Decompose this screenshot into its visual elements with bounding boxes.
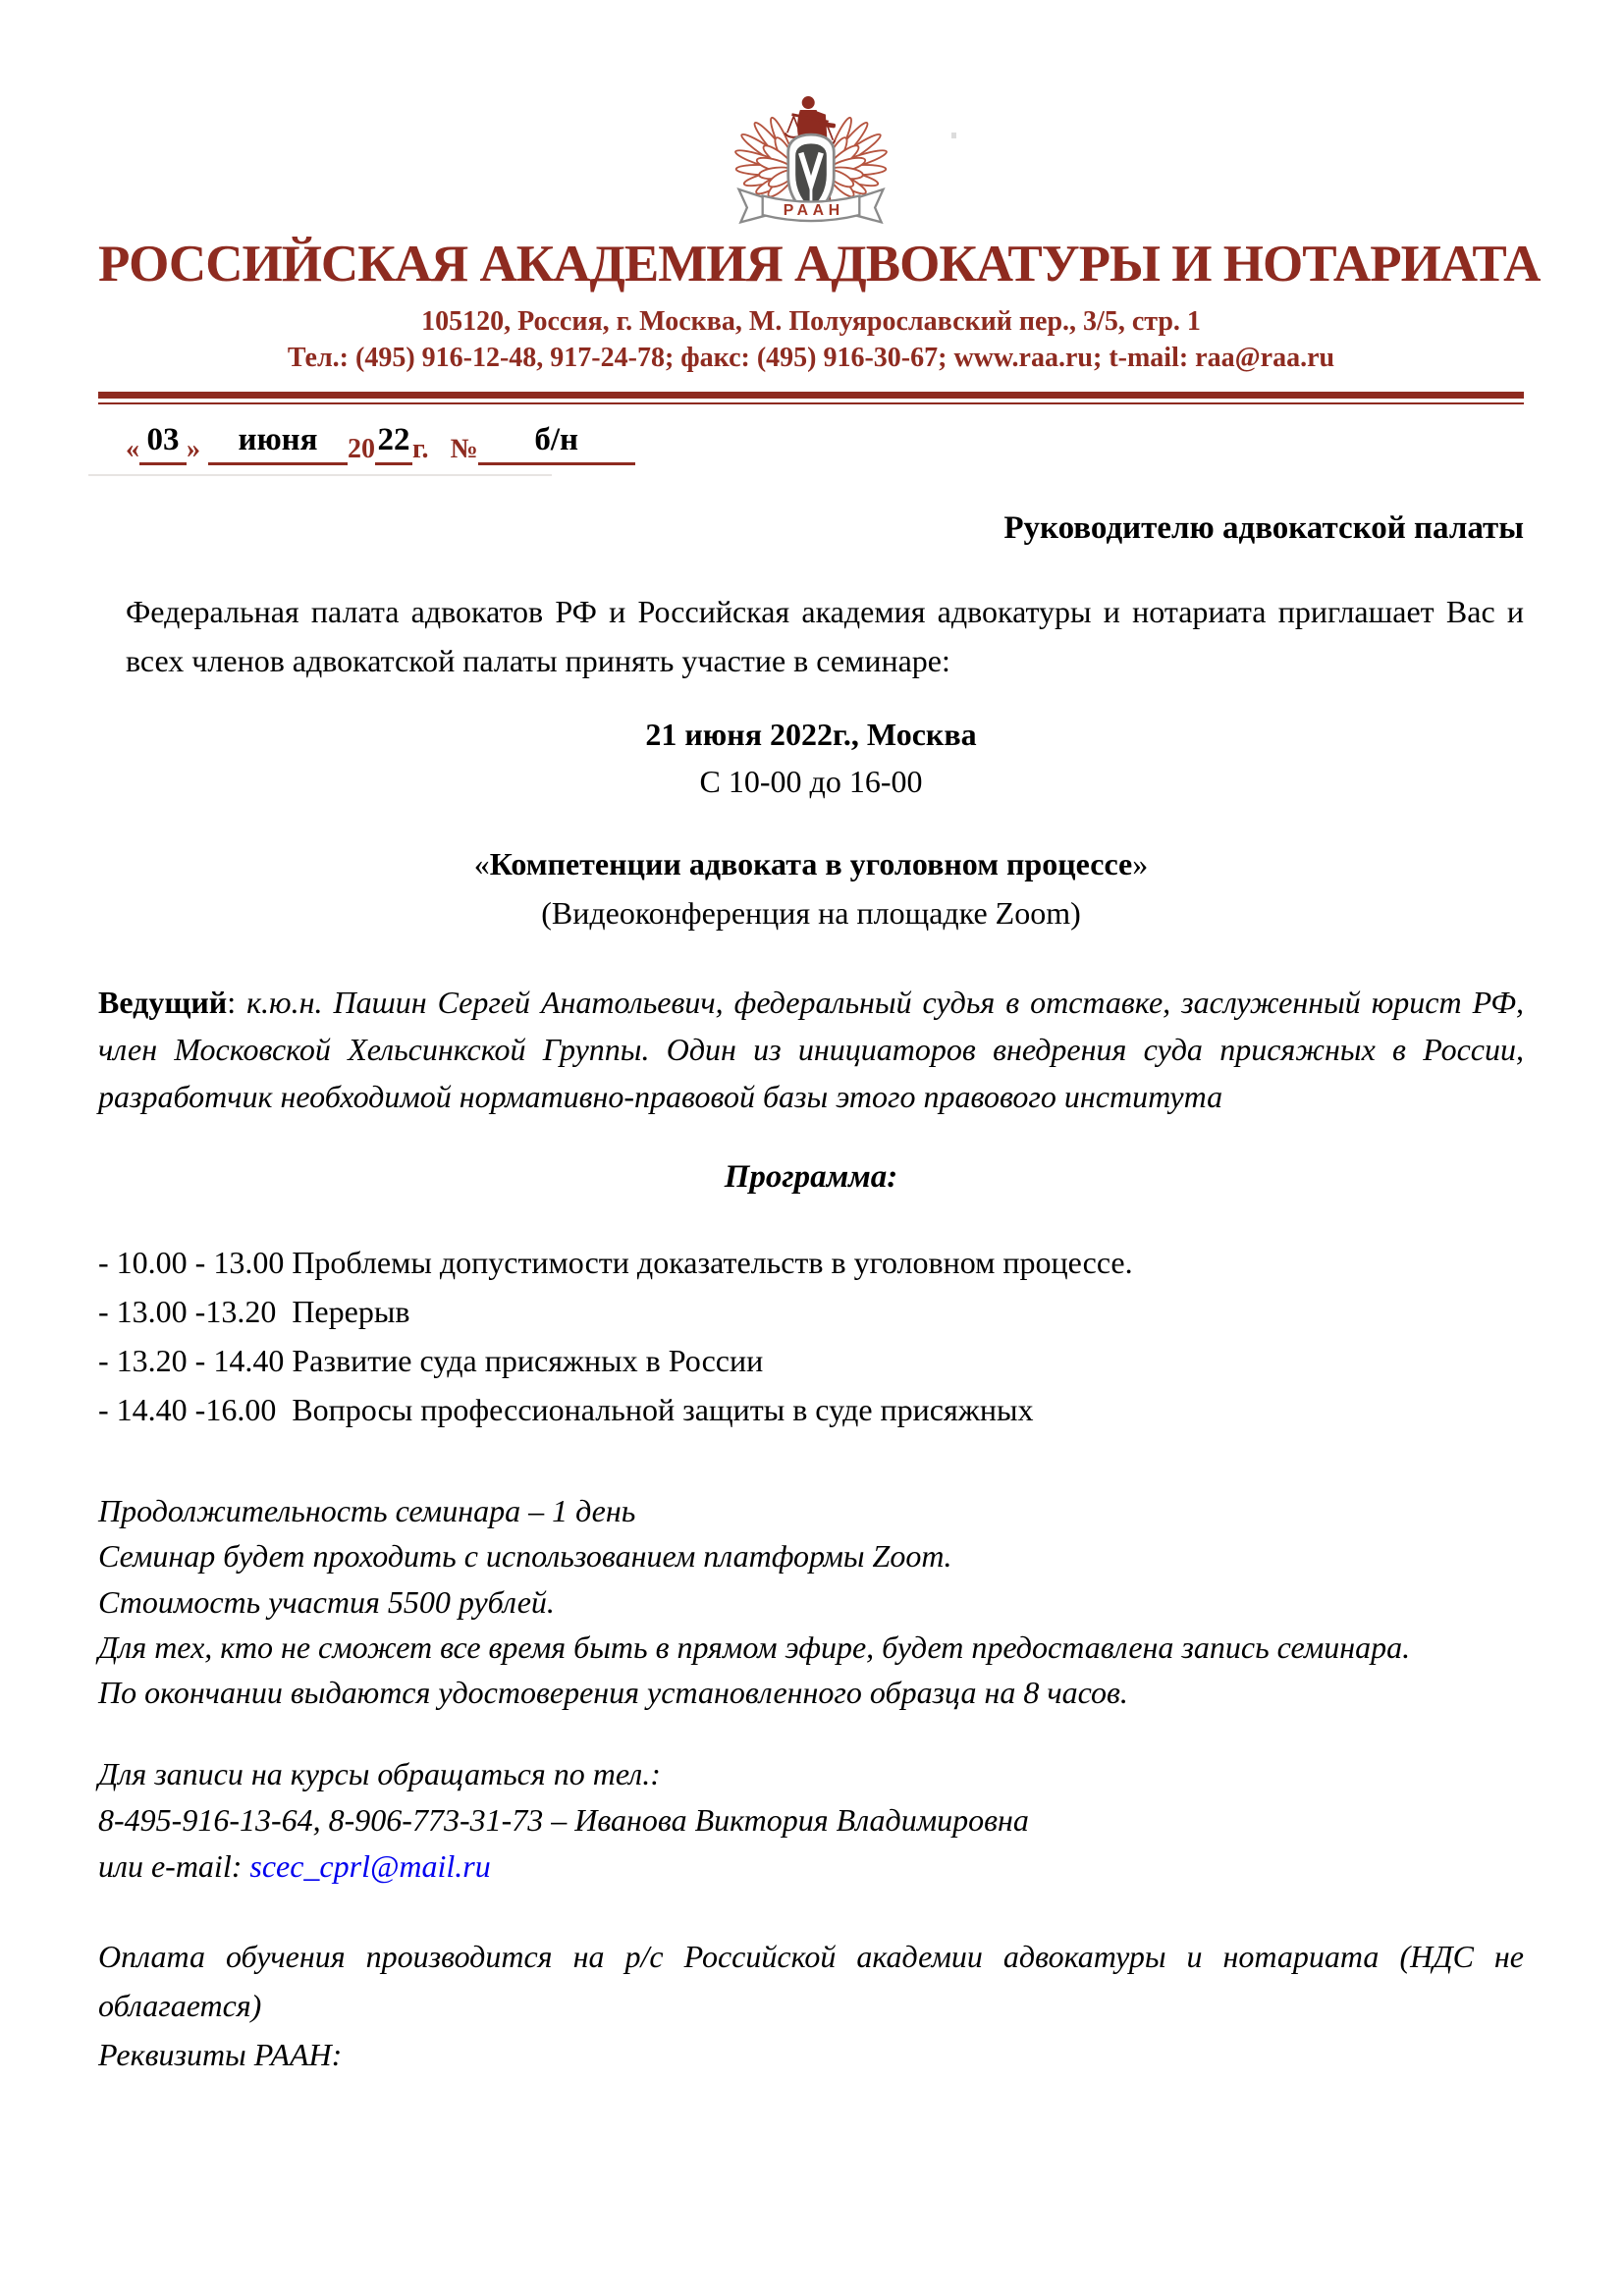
intro-paragraph: Федеральная палата адвокатов РФ и Российская академия адвокатуры и нотариата приглашает Вас и всех членов адвокатской палаты принять участие в семинаре:	[126, 593, 1524, 678]
seminar-title-line	[98, 845, 1524, 882]
contact-intro-line: Для записи на курсы обращаться по тел.:	[98, 1755, 661, 1791]
org-name: РОССИЙСКАЯ АКАДЕМИЯ АДВОКАТУРЫ И НОТАРИАТА	[98, 236, 1541, 293]
program-item: - 13.00 -13.20 Перерыв	[98, 1294, 410, 1330]
day-value: 03	[146, 422, 180, 458]
email-label: или e-mail:	[98, 1847, 250, 1884]
contact-block	[98, 1751, 1524, 1890]
number-value: б/н	[534, 422, 579, 458]
org-address: 105120, Россия, г. Москва, М. Полуярославский пер., 3/5, стр. 1	[421, 305, 1201, 337]
recipient-line: Руководителю адвокатской палаты	[1003, 510, 1524, 547]
century-label: 20	[348, 434, 375, 465]
rule-thick	[98, 392, 1524, 399]
month-value: июня	[238, 422, 318, 458]
seminar-time-line: С 10-00 до 16-00	[699, 764, 923, 800]
program-item: - 13.20 - 14.40 Развитие суда присяжных в России	[98, 1343, 764, 1379]
scan-faint-line	[88, 474, 552, 476]
seminar-date-line: 21 июня 2022г., Москва	[645, 716, 977, 752]
detail-line-duration: Продолжительность семинара – 1 день	[98, 1492, 636, 1528]
year-value: 22	[377, 422, 410, 458]
date-line	[126, 416, 1524, 465]
year-suffix: г.	[412, 434, 429, 465]
detail-line-recording: Для тех, кто не сможет все время быть в прямом эфире, будет предоставлена запись семинара.	[98, 1629, 1411, 1666]
number-blank	[478, 416, 635, 465]
month-blank	[208, 416, 348, 465]
letterhead-rule	[98, 392, 1524, 404]
detail-line-platform: Семинар будет проходить с использованием платформы Zoom.	[98, 1538, 952, 1575]
seminar-title-text: Компетенции адвоката в уголовном процессе	[489, 846, 1133, 882]
payment-block	[98, 1933, 1524, 2080]
program-item: - 14.40 -16.00 Вопросы профессиональной защиты в суде присяжных	[98, 1391, 1034, 1427]
org-contacts: Тел.: (495) 916-12-48, 917-24-78; факс: (495) 916-30-67; www.raa.ru; t-mail: raa@raa.ru	[287, 343, 1335, 374]
detail-line-certificate: По окончании выдаются удостоверения установленного образца на 8 часов.	[98, 1675, 1128, 1711]
number-sign: №	[450, 434, 478, 465]
open-quote: «	[126, 434, 139, 465]
details-block	[98, 1488, 1524, 1716]
lecturer-text: к.ю.н. Пашин Сергей Анатольевич, федеральный судья в отставке, заслуженный юрист РФ, член Московской Хельсинкской Группы. Один из инициаторов внедрения суда присяжных в России, разработчик необходимой нормативно-правовой базы этого правового института	[98, 985, 1525, 1115]
program-heading: Программа:	[724, 1159, 898, 1196]
contact-email-line	[98, 1843, 1524, 1890]
lecturer-paragraph	[98, 979, 1524, 1120]
seminar-format-line: (Видеоконференция на площадке Zoom)	[541, 894, 1081, 931]
raan-emblem-icon	[706, 69, 916, 230]
day-blank	[139, 416, 187, 465]
title-open-quote: «	[473, 846, 490, 882]
lecturer-colon: :	[227, 985, 247, 1021]
program-list	[98, 1239, 1524, 1435]
email-link[interactable]: scec_cprl@mail.ru	[249, 1847, 491, 1884]
close-quote: »	[187, 434, 200, 465]
ribbon-text: РААН	[783, 201, 844, 219]
requisites-line: Реквизиты РААН:	[98, 2036, 343, 2072]
scan-artifact	[951, 133, 956, 138]
contact-phones-line: 8-495-916-13-64, 8-906-773-31-73 – Иванова Виктория Владимировна	[98, 1801, 1029, 1838]
year-blank	[375, 416, 412, 465]
title-close-quote: »	[1132, 846, 1149, 882]
rule-thin	[98, 402, 1524, 404]
lecturer-label: Ведущий	[98, 985, 228, 1021]
detail-line-price: Стоимость участия 5500 рублей.	[98, 1583, 555, 1620]
program-item: - 10.00 - 13.00 Проблемы допустимости доказательств в уголовном процессе.	[98, 1245, 1133, 1281]
payment-line: Оплата обучения производится на р/с Российской академии адвокатуры и нотариата (НДС не облагается)	[98, 1938, 1524, 2023]
letterhead	[98, 69, 1541, 404]
